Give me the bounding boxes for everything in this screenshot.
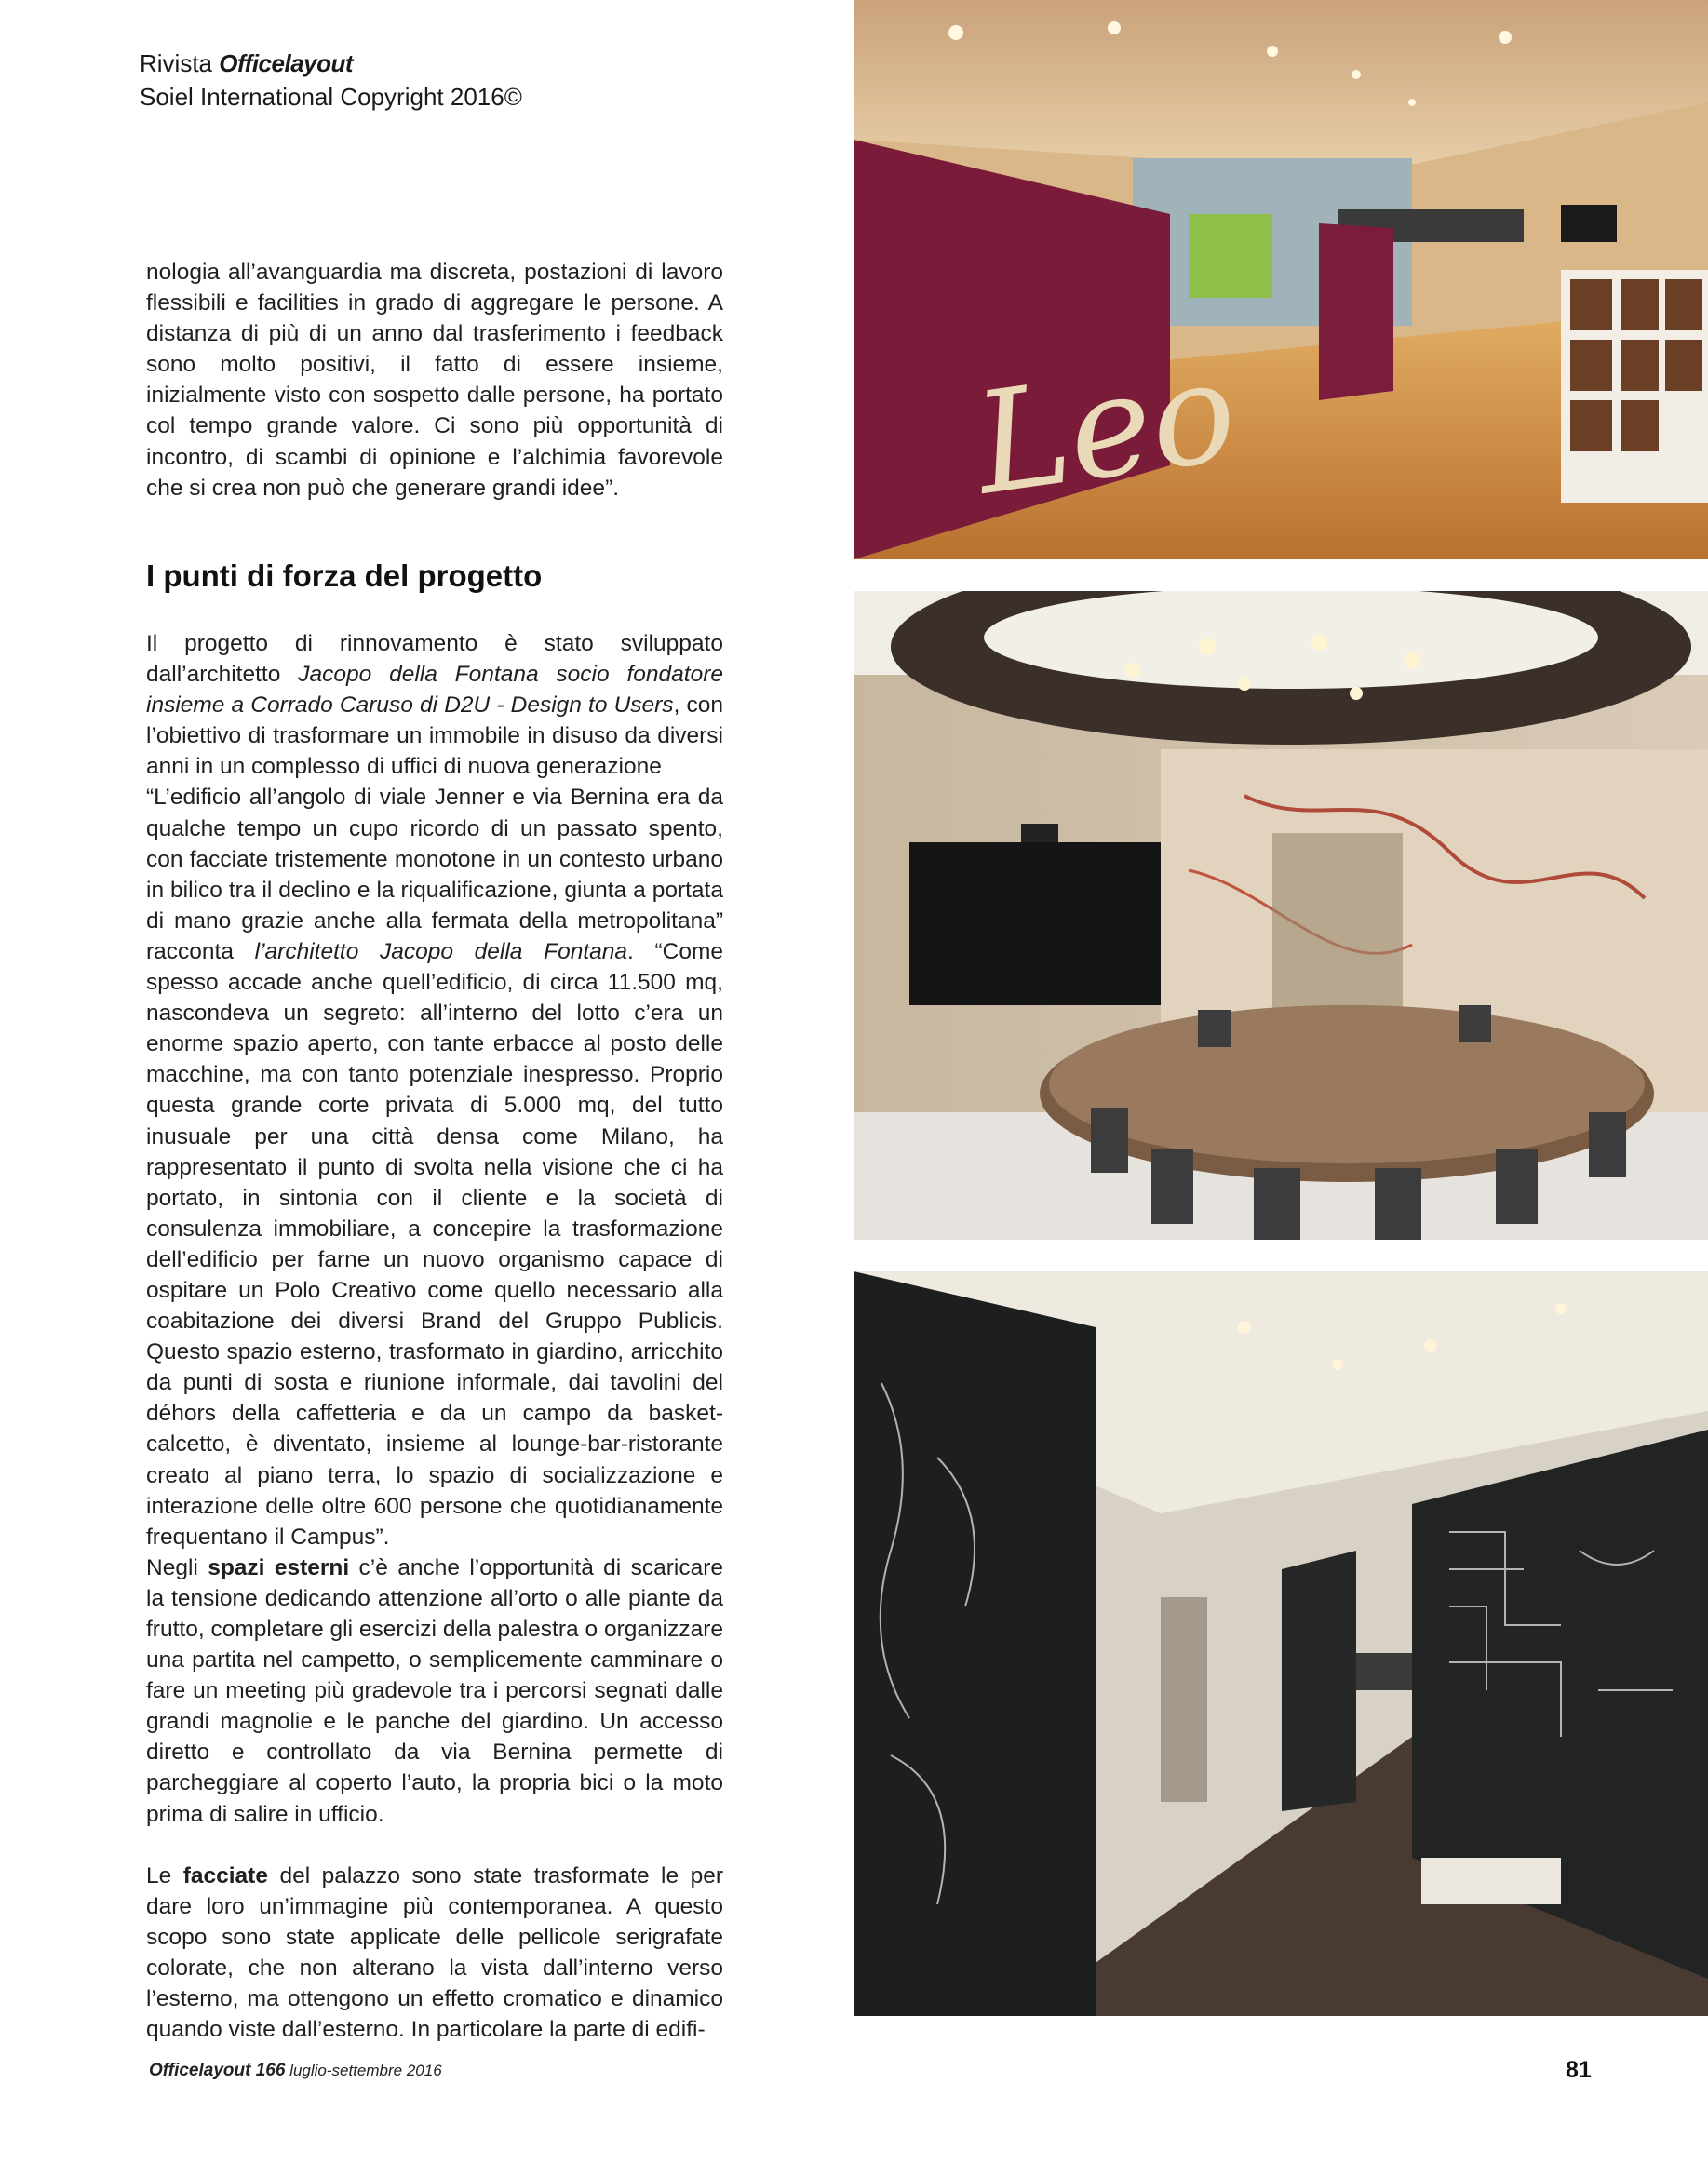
p1-text-c: , con l’obiettivo di trasformare un immobile in disuso da diversi anni in un complesso di uffici di nuova generazione: [146, 692, 723, 780]
p3-text-bold: spazi esterni: [208, 1554, 350, 1580]
paragraph-4: [146, 1861, 723, 2046]
intro-column: [146, 257, 723, 504]
footer-date: luglio-settembre 2016: [285, 2062, 442, 2079]
header-copyright: Soiel International Copyright 2016©: [140, 83, 522, 111]
header-magazine-line: [140, 47, 522, 80]
header-brand: Officelayout: [219, 49, 354, 77]
meeting-room-photo: [854, 591, 1708, 1240]
paragraph-1: [146, 628, 723, 782]
p1-text-a: Il progetto di rinnovamento è stato sviluppato dall’architetto: [146, 631, 723, 688]
p4-text-a: Le: [146, 1862, 183, 1888]
office-corridor-photo: [854, 0, 1708, 559]
intro-paragraph: nologia all’avanguardia ma discreta, postazioni di lavoro flessibili e facilities in grado di aggregare le persone. A distanza di più di un anno dal trasferimento i feedback sono molto positivi, il fatto di essere insieme, inizialmente visto con sospetto dalle persone, ha portato col tempo grande valore. Ci sono più opportunità di incontro, di scambi di opinione e l’alchimia favorevole che si crea non può che generare grandi idee”.: [146, 260, 723, 501]
p2-text-a: “L’edificio all’angolo di viale Jenner e via Bernina era da qualche tempo un cupo ricordo di un passato spento, con facciate tristemente monotone in un contesto urbano in bilico tra il declino e la riqualificazione, giunta a portata di mano grazie anche alla fermata della metropolitana” racconta: [146, 785, 723, 964]
p4-text-c: del palazzo sono state trasformate le per dare loro un’immagine più contemporanea. A questo scopo sono state applicate delle pellicole serigrafate colorate, che non alterano la vista dall’interno verso l’esterno, ma ottengono un effetto cromatico e dinamico quando viste dall’esterno. In particolare la parte di edifi-: [146, 1862, 723, 2043]
p2-text-c: . “Come spesso accade anche quell’edificio, di circa 11.500 mq, nascondeva un segreto: all’interno del lotto c’era un enorme spazio aperto, con tante erbacce al posto delle macchine, ma con tanto potenziale inespresso. Proprio questa grande corte privata di 5.000 mq, del tutto inusuale per una città densa come Milano, ha rappresentato il punto di svolta nella visione che ci ha portato, in sintonia con il cliente e la società di consulenza immobiliare, a concepire la trasformazione dell’edificio per farne un nuovo organismo capace di ospitare un Polo Creativo come quello necessario alla coabitazione dei diversi Brand del Gruppo Publicis. Questo spazio esterno, trasformato in giardino, arricchito da punti di sosta e riunione informale, dai tavolini del déhors della caffetteria e da un campo da basket-calcetto, è diventato, insieme al lounge-bar-ristorante creato al piano terra, lo spazio di socializzazione e interazione delle oltre 600 persone che quotidianamente frequentano il Campus”.: [146, 938, 724, 1550]
header-prefix: Rivista: [140, 49, 220, 77]
blackboard-corridor-photo: [854, 1271, 1708, 2016]
page-number: 81: [1566, 2057, 1592, 2083]
wall-graffiti-text: Leo: [965, 329, 1245, 527]
p1-text-italic: Jacopo della Fontana socio fondatore insieme a Corrado Caruso di D2U - Design to Users: [146, 662, 723, 719]
page-header: [140, 47, 522, 114]
paragraph-3: [146, 1552, 723, 1830]
footer-magazine: Officelayout 166: [149, 2061, 286, 2080]
section-heading: I punti di forza del progetto: [146, 558, 543, 593]
p2-text-italic: l’architetto Jacopo della Fontana: [254, 938, 628, 964]
p4-text-bold: facciate: [182, 1862, 268, 1888]
body-column: [146, 628, 723, 2045]
footer-issue: [149, 2061, 442, 2081]
p3-text-c: c’è anche l’opportunità di scaricare la tensione dedicando attenzione all’orto o alle piante da frutto, completare gli esercizi della palestra o organizzare una partita nel campetto, o semplicemente camminare o fare un meeting più gradevole tra i percorsi segnati dalle grandi magnolie e le panche del giardino. Un accesso diretto e controllato da via Bernina permette di parcheggiare al coperto l’auto, la propria bici o la moto prima di salire in ufficio.: [146, 1554, 724, 1827]
paragraph-2: [146, 782, 723, 1552]
p3-text-a: Negli: [146, 1554, 208, 1580]
